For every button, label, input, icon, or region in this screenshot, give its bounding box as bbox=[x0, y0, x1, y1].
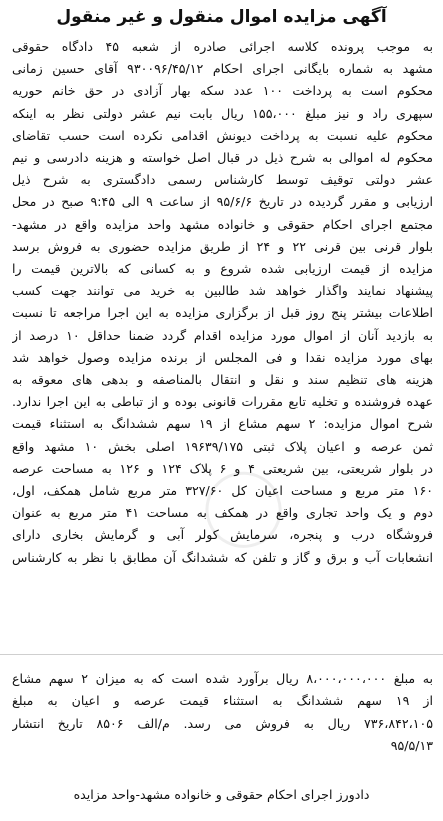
body-line: مجتمع اجرای احکام حقوقی و خانواده مشهد واحد مزایده واقع در مشهد- bbox=[12, 216, 433, 232]
price-line: از ۱۹ سهم ششدانگ به استثناء قیمت عرصه و اعیان به مبلغ bbox=[12, 693, 433, 709]
body-line: محکوم له اموالی به شرح ذیل در قبال اصل خواسته و هزینه دادرسی و نیم bbox=[12, 150, 433, 166]
price-line: ۷۳۶،۸۴۲،۱۰۵ ریال به فروش می رسد. م/الف ۸۵۰۶ تاریخ انتشار bbox=[12, 715, 433, 731]
body-line: سپهری راد و نیز مبلغ ۱۵۵،۰۰۰ ریال بابت نیم عشر دولتی نظر به اینکه bbox=[12, 105, 433, 121]
body-line: انشعابات آب و برق و گاز و تلفن که ششدانگ آن مطابق با نظر به کارشناس bbox=[12, 549, 433, 565]
notice-title: آگهی مزایده اموال منقول و غیر منقول bbox=[56, 7, 387, 27]
body-line: در بلوار شریعتی، بین شریعتی ۴ و ۶ پلاک ۱۲۴ و ۱۲۶ به مساحت عرصه bbox=[12, 460, 433, 476]
price-line: به مبلغ ۸،۰۰۰،۰۰۰،۰۰۰ ریال برآورد شده است که به میزان ۲ سهم مشاع bbox=[12, 671, 433, 686]
notice-signature: دادورز اجرای احکام حقوقی و خانواده مشهد-واحد مزایده bbox=[73, 787, 370, 802]
section-divider bbox=[0, 654, 443, 655]
body-line: هزینه های تنظیم سند و نقل و انتقال بالمناصفه و بدهی های معوقه به bbox=[12, 372, 433, 388]
body-line: پیشنهاد نمایند واگذار خواهد شد طالبین به خرید می توانند جهت کسب bbox=[12, 283, 433, 299]
body-line: محکوم است به پرداخت ۱۰۰ عدد سکه بهار آزادی در حق خانم حوریه bbox=[12, 83, 433, 99]
body-line: مزایده از قیمت ارزیابی شده شروع و به کسانی که بالاترین قیمت را bbox=[12, 261, 433, 277]
body-line: ثمن عرصه و اعیان پلاک ثبتی ۱۹۶۳۹/۱۷۵ اصلی بخش ۱۰ مشهد واقع bbox=[12, 438, 433, 454]
body-line: عهده فروشنده و تخلیه تابع مقررات قانونی بوده و از تباطی به این اجرا ندارد. bbox=[12, 394, 433, 410]
body-line: بهای مورد مزایده نقدا و فی المجلس از برنده مزایده وصول خواهد شد bbox=[12, 349, 433, 365]
publication-date: ۹۵/۵/۱۳ bbox=[390, 738, 433, 754]
notice-body bbox=[12, 36, 433, 569]
body-line: فروشگاه درب و پنجره، سرمایش کولر آبی و گرمایش بخاری دارای bbox=[12, 527, 433, 543]
body-line: مشهد به شماره بایگانی اجرای احکام ۹۳۰۰۹۶/۴۵/۱۲ آقای حسین زمانی bbox=[12, 61, 433, 77]
body-line: عشر دولتی توقیف توسط کارشناس رسمی دادگستری به شرح ذیل bbox=[12, 172, 433, 188]
body-line: ۱۶۰ متر مربع و مساحت اعیان کل ۳۲۷/۶۰ متر مربع شامل همکف، اول، bbox=[12, 483, 433, 499]
body-line: به موجب پرونده کلاسه اجرائی صادره از شعبه ۴۵ دادگاه حقوقی bbox=[12, 39, 433, 54]
body-line: ارزیابی و مقرر گردیده در تاریخ ۹۵/۶/۶ از ساعت ۹ الی ۹:۴۵ صبح در محل bbox=[12, 194, 433, 210]
notice-price-section bbox=[12, 668, 433, 758]
body-line: بلوار قرنی بین قرنی ۲۲ و ۲۴ از طریق مزایده حضوری به فروش برسد bbox=[12, 238, 433, 254]
body-line: شرح اموال مزایده: ۲ سهم مشاع از ۱۹ سهم ششدانگ به استثناء قیمت bbox=[12, 416, 433, 432]
body-line: محکوم علیه نسبت به پرداخت دیونش اقدامی نکرده است حسب تقاضای bbox=[12, 127, 433, 143]
body-line: به بازدید آنان از اموال مورد مزایده اقدام گردد ضمنا حداقل ۱۰ درصد از bbox=[12, 327, 433, 343]
body-line: اطلاعات بیشتر پنج روز قبل از برگزاری مزایده به این اجرا مراجعه تا نسبت bbox=[12, 305, 433, 321]
body-line: دوم و یک واحد تجاری واقع در همکف به مساحت ۴۱ متر مربع به عنوان bbox=[12, 505, 433, 521]
